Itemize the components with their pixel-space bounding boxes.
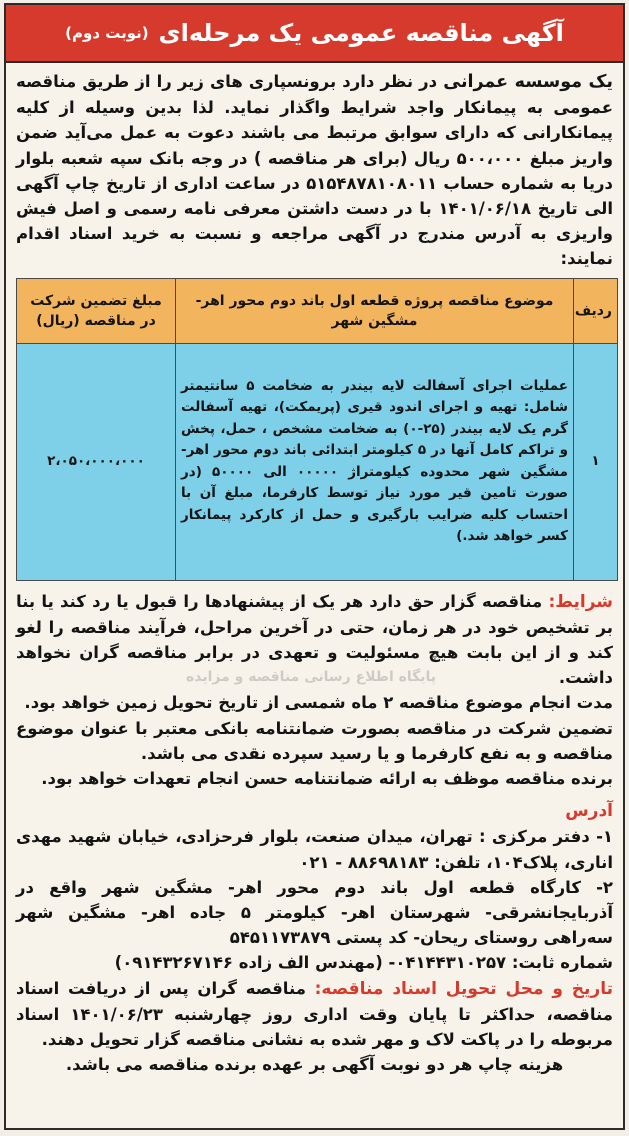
delivery-body: مناقصه گران پس از دریافت اسناد مناقصه، حداکثر تا پایان وقت اداری روز چهارشنبه ۱۴۰۱/۰۶/۲۳ اسناد مربوطه را در پاکت لاک و مهر شده به نشانی مناقصه گزار تحویل دهند.: [16, 978, 614, 1050]
notice-header: [6, 5, 623, 63]
intro-body: در نظر دارد برونسپاری های زیر را از طریق مناقصه عمومی به پیمانکار واجد شرایط واگذار نماید. لذا بدین وسیله از کلیه پیمانکارانی که دارای سوابق مرتبط می باشند دعوت به عمل می‌آید ضمن واریز مبلغ ۵۰۰،۰۰۰ ریال (برای هر مناقصه ) در وجه بانک سپه شعبه بلوار دریا به شماره حساب ۵۱۵۴۸۷۸۱۰۸۰۱۱ در ساعت اداری از تاریخ چاپ آگهی الی تاریخ ۱۴۰۱/۰۶/۱۸ با در دست داشتن معرفی نامه رسمی و اصل فیش واریزی به آدرس مندرج در آگهی مراجعه و نسبت به خرید اسناد اقدام نمایند:: [16, 72, 614, 269]
delivery-label: تاریخ و محل تحویل اسناد مناقصه:: [314, 978, 613, 999]
conditions-label: شرایط:: [548, 591, 613, 612]
tender-table: [16, 278, 618, 581]
address-section: [6, 791, 623, 1077]
cell-row-no: ۱: [574, 343, 618, 580]
watermark: پایگاه اطلاع رسانی مناقصه و مزایده: [186, 669, 437, 685]
intro-lead: یک موسسه عمرانی: [443, 72, 613, 92]
conditions-p3: تضمین شرکت در مناقصه بصورت ضمانتنامه بانکی معتبر با عنوان موضوع مناقصه و به نفع کارفرما و یا رسید سپرده نقدی می باشد.: [16, 718, 613, 763]
conditions-section: [6, 581, 623, 792]
header-row-no: ردیف: [574, 278, 618, 343]
address-label: آدرس: [565, 801, 613, 822]
address-phone: شماره ثابت: ۰۴۱۴۴۳۱۰۲۵۷- (مهندس الف زاده ۰۹۱۴۳۲۶۷۱۴۶): [114, 953, 613, 973]
table-header-row: [17, 278, 618, 343]
delivery-paragraph: [16, 976, 613, 1053]
notice-title: آگهی مناقصه عمومی یک مرحله‌ای: [158, 19, 564, 47]
footer-note: هزینه چاپ هر دو نوبت آگهی بر عهده برنده مناقصه می باشد.: [65, 1055, 564, 1075]
notice-subtitle: (نوبت دوم): [65, 24, 149, 42]
cell-description: عملیات اجرای آسفالت لایه بیندر به ضخامت ۵ سانتیمتر شامل: تهیه و اجرای اندود قیری (پریمکت)، تهیه آسفالت گرم یک لایه بیندر (۲۵-۰) به ضخامت مشخص ، حمل، پخش و تراکم کامل آنها در ۵ کیلومتر ابتدائی باند دوم محور اهر- مشگین شهر محدوده کیلومتراژ ۰۰۰۰۰ الی ۵۰۰۰۰ (در صورت تامین قیر مورد نیاز توسط کارفرما، مبلغ آن با احتساب کلیه ضرایب بارگیری و حمل از کارکرد پیمانکار کسر خواهد شد.): [176, 343, 574, 580]
address-workshop: ۲- کارگاه قطعه اول باند دوم محور اهر- مشگین شهر واقع در آذربایجانشرقی- شهرستان اهر- کیلومتر ۵ جاده اهر- مشگین شهر سه‌راهی روستای ریحان- کد پستی ۵۴۵۱۱۷۳۸۷۹: [16, 877, 613, 948]
tender-notice: [4, 3, 625, 1130]
intro-paragraph: [6, 63, 623, 272]
cell-guarantee: ۲،۰۵۰،۰۰۰،۰۰۰: [17, 343, 176, 580]
table-row: [17, 343, 618, 580]
header-subject: موضوع مناقصه پروژه قطعه اول باند دوم محور اهر- مشگین شهر: [176, 278, 574, 343]
conditions-p1-text: مناقصه گزار حق دارد هر یک از پیشنهادها را قبول یا رد کند یا بنا بر تشخیص خود در هر زمان، حتی در آخرین مراحل، فرآیند مناقصه را لغو کند و از این بابت هیچ مسئولیت و تعهدی در برابر مناقصه گران نخواهد داشت.: [16, 591, 613, 688]
header-guarantee: مبلغ تضمین شرکت در مناقصه (ریال): [17, 278, 176, 343]
address-office: ۱- دفتر مرکزی : تهران، میدان صنعت، بلوار فرحزادی، خیابان شهید مهدی اناری، پلاک۱۰۴، تلفن: ۸۸۶۹۸۱۸۳ - ۰۲۱: [16, 827, 613, 872]
conditions-p4: برنده مناقصه موظف به ارائه ضمانتنامه حسن انجام تعهدات خواهد بود.: [41, 769, 613, 789]
conditions-p2: مدت انجام موضوع مناقصه ۲ ماه شمسی از تاریخ تحویل زمین خواهد بود.: [24, 693, 613, 713]
